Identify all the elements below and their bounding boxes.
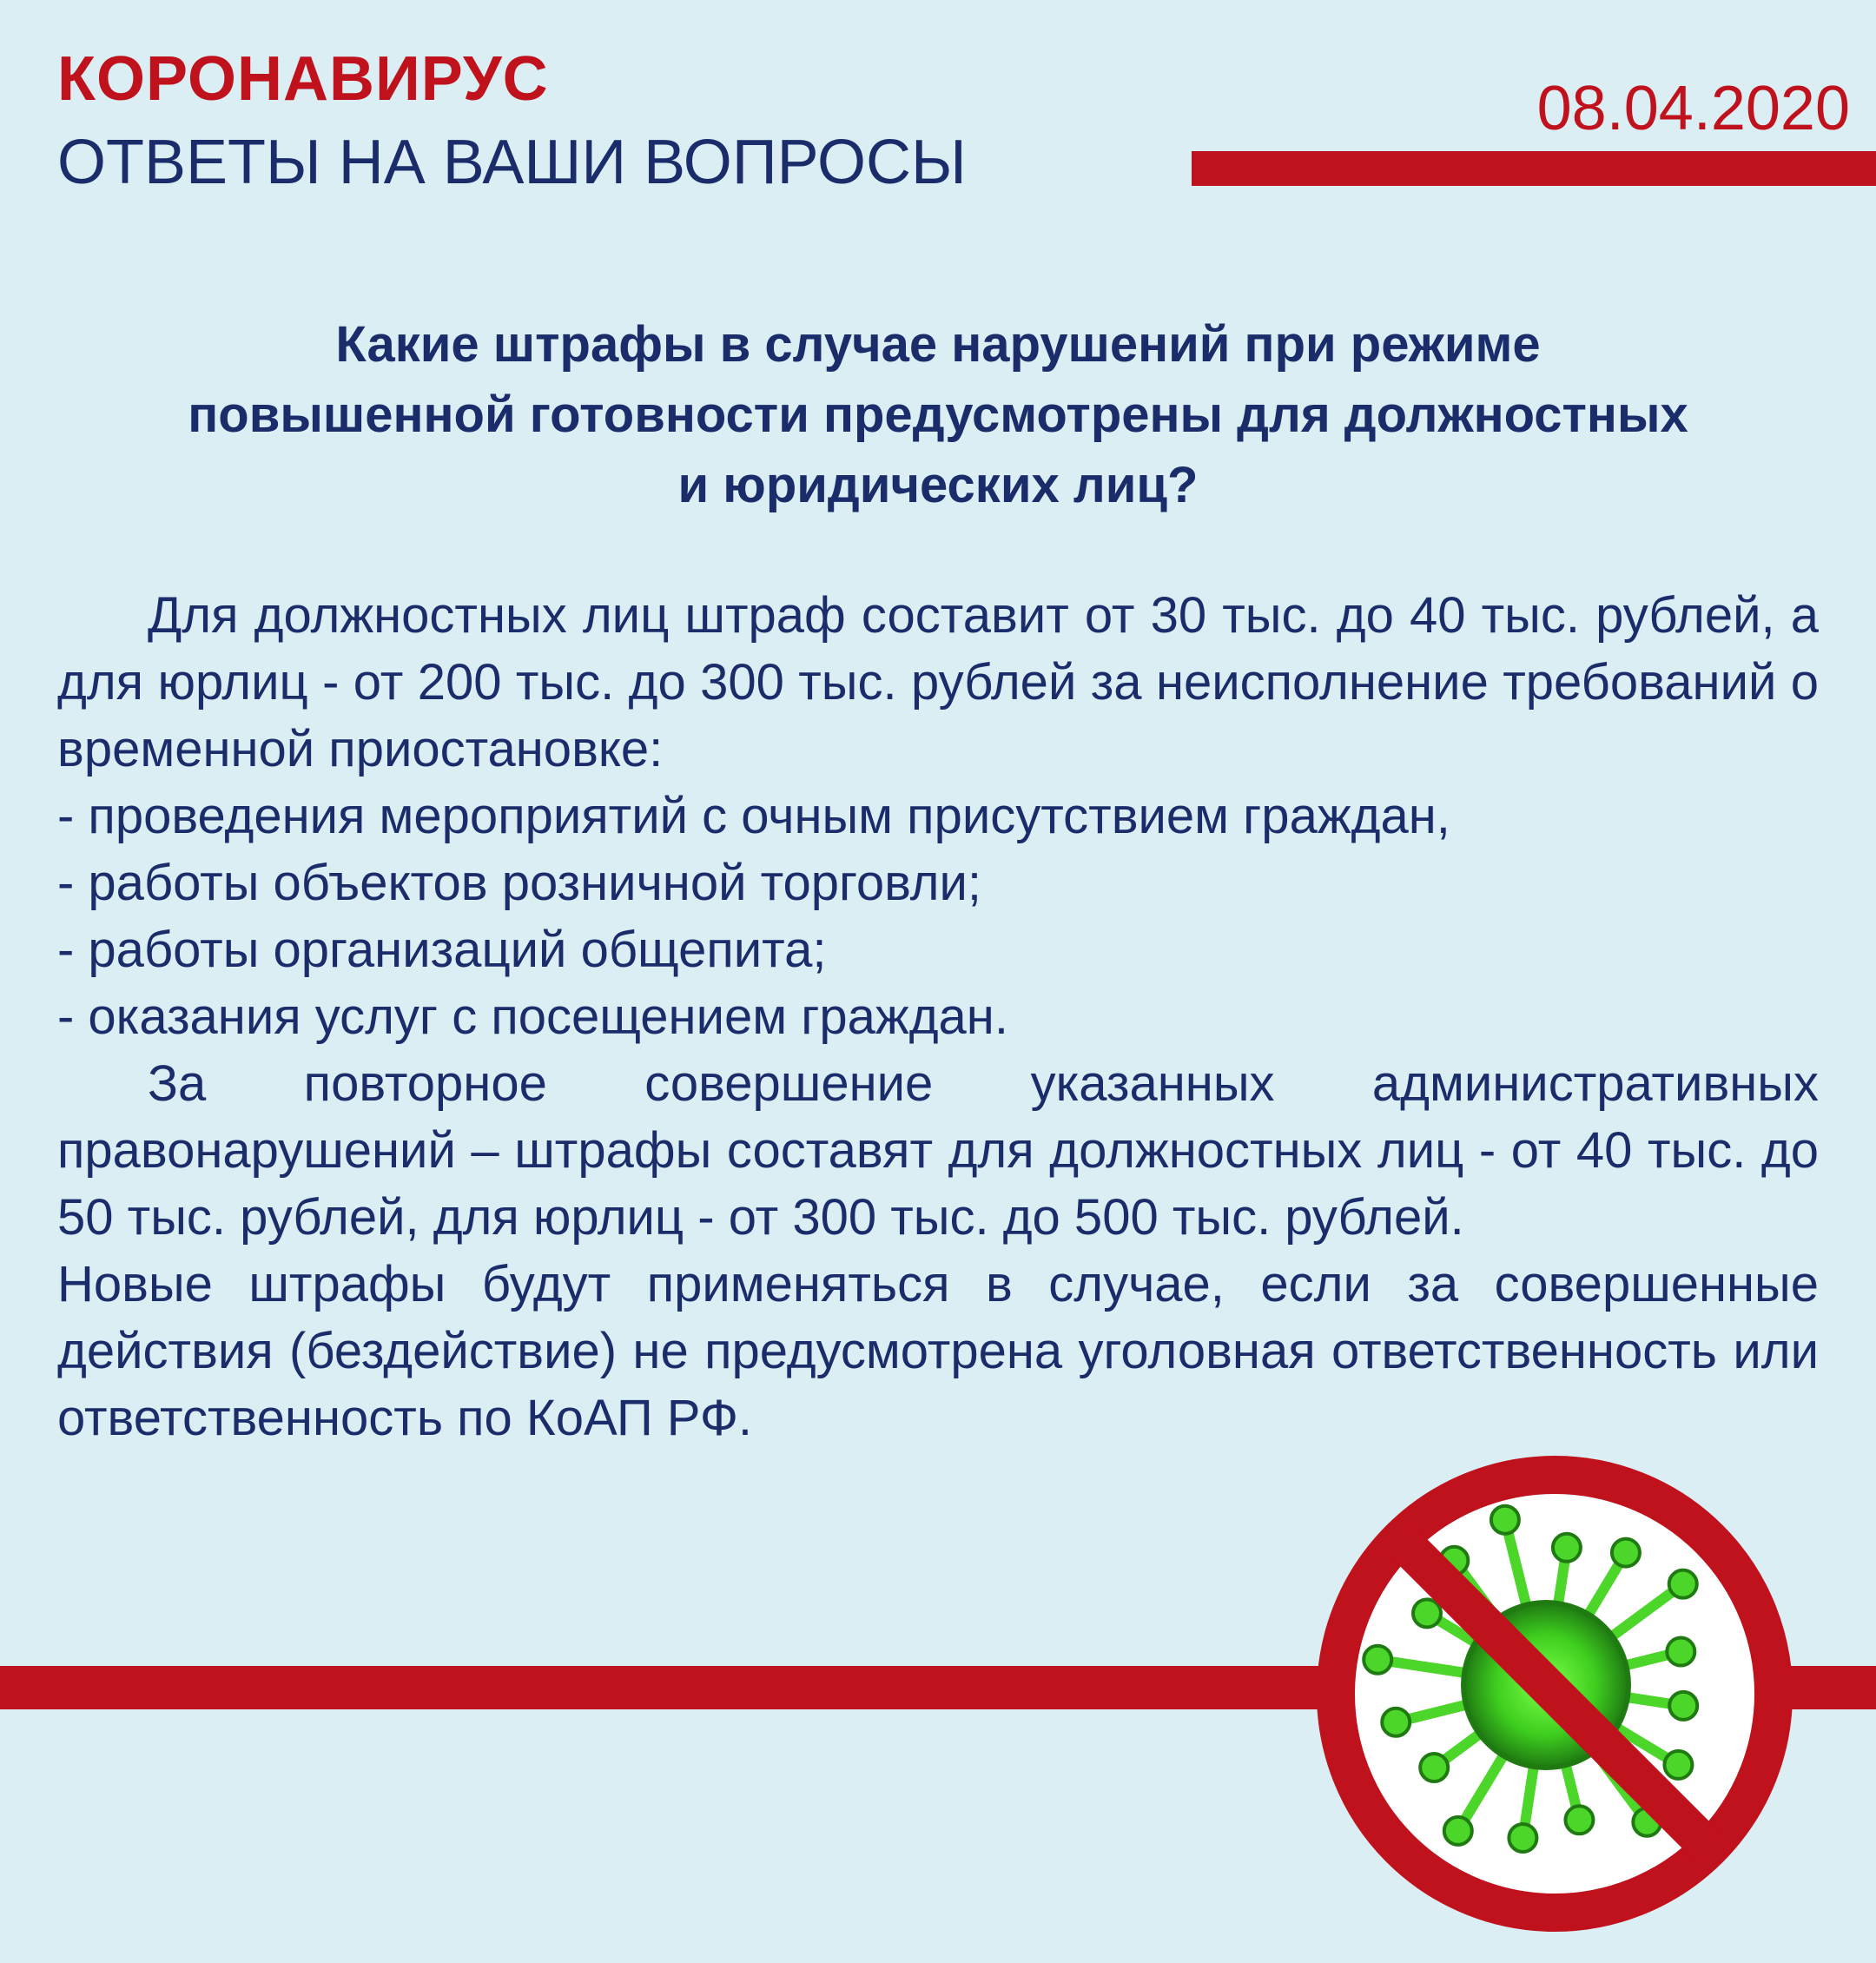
top-divider-bar	[1192, 151, 1876, 186]
question-line-1: Какие штрафы в случае нарушений при режиме	[335, 316, 1541, 373]
answer-body	[57, 582, 1819, 1451]
answer-paragraph-2: За повторное совершение указанных административных правонарушений – штрафы составят для должностных лиц - от 40 тыс. до 50 тыс. рублей, для юрлиц - от 300 тыс. до 500 тыс. рублей.	[57, 1055, 1819, 1246]
virus-spike-tip	[1509, 1824, 1536, 1852]
virus-spike-tip	[1364, 1646, 1391, 1674]
virus-spike-tip	[1382, 1709, 1410, 1736]
list-item: - проведения мероприятий с очным присутствием граждан,	[57, 788, 1450, 844]
virus-spike-tip	[1444, 1817, 1472, 1845]
virus-spike-tip	[1667, 1638, 1694, 1666]
list-item: - работы объектов розничной торговли;	[57, 855, 981, 911]
virus-spike-tip	[1420, 1754, 1448, 1781]
virus-spike-tip	[1413, 1599, 1441, 1627]
no-virus-icon	[1285, 1424, 1824, 1963]
question-heading	[52, 309, 1824, 521]
header-date: 08.04.2020	[1536, 74, 1850, 143]
answer-paragraph-3: Новые штрафы будут применяться в случае, если за совершенные действия (бездействие) не предусмотрена уголовная ответственность или ответственность по КоАП РФ.	[57, 1256, 1819, 1446]
virus-spike-tip	[1669, 1692, 1697, 1720]
virus-spike-tip	[1612, 1539, 1640, 1567]
list-item: - оказания услуг с посещением граждан.	[57, 988, 1008, 1045]
virus-spike-tip	[1565, 1806, 1593, 1834]
question-line-3: и юридических лиц?	[677, 457, 1199, 514]
virus-spike-tip	[1491, 1506, 1519, 1534]
virus-spike-tip	[1664, 1751, 1692, 1779]
answer-paragraph-1: Для должностных лиц штраф составит от 30 тыс. до 40 тыс. рублей, а для юрлиц - от 200 тыс. до 300 тыс. рублей за неисполнение требований о временной приостановке:	[57, 587, 1819, 777]
list-item: - работы организаций общепита;	[57, 922, 827, 978]
virus-spike-tip	[1669, 1570, 1697, 1598]
header-title: КОРОНАВИРУС	[57, 44, 549, 114]
header-subtitle: ОТВЕТЫ НА ВАШИ ВОПРОСЫ	[57, 128, 967, 197]
virus-spike-tip	[1553, 1534, 1581, 1562]
question-line-2: повышенной готовности предусмотрены для должностных	[188, 387, 1688, 444]
